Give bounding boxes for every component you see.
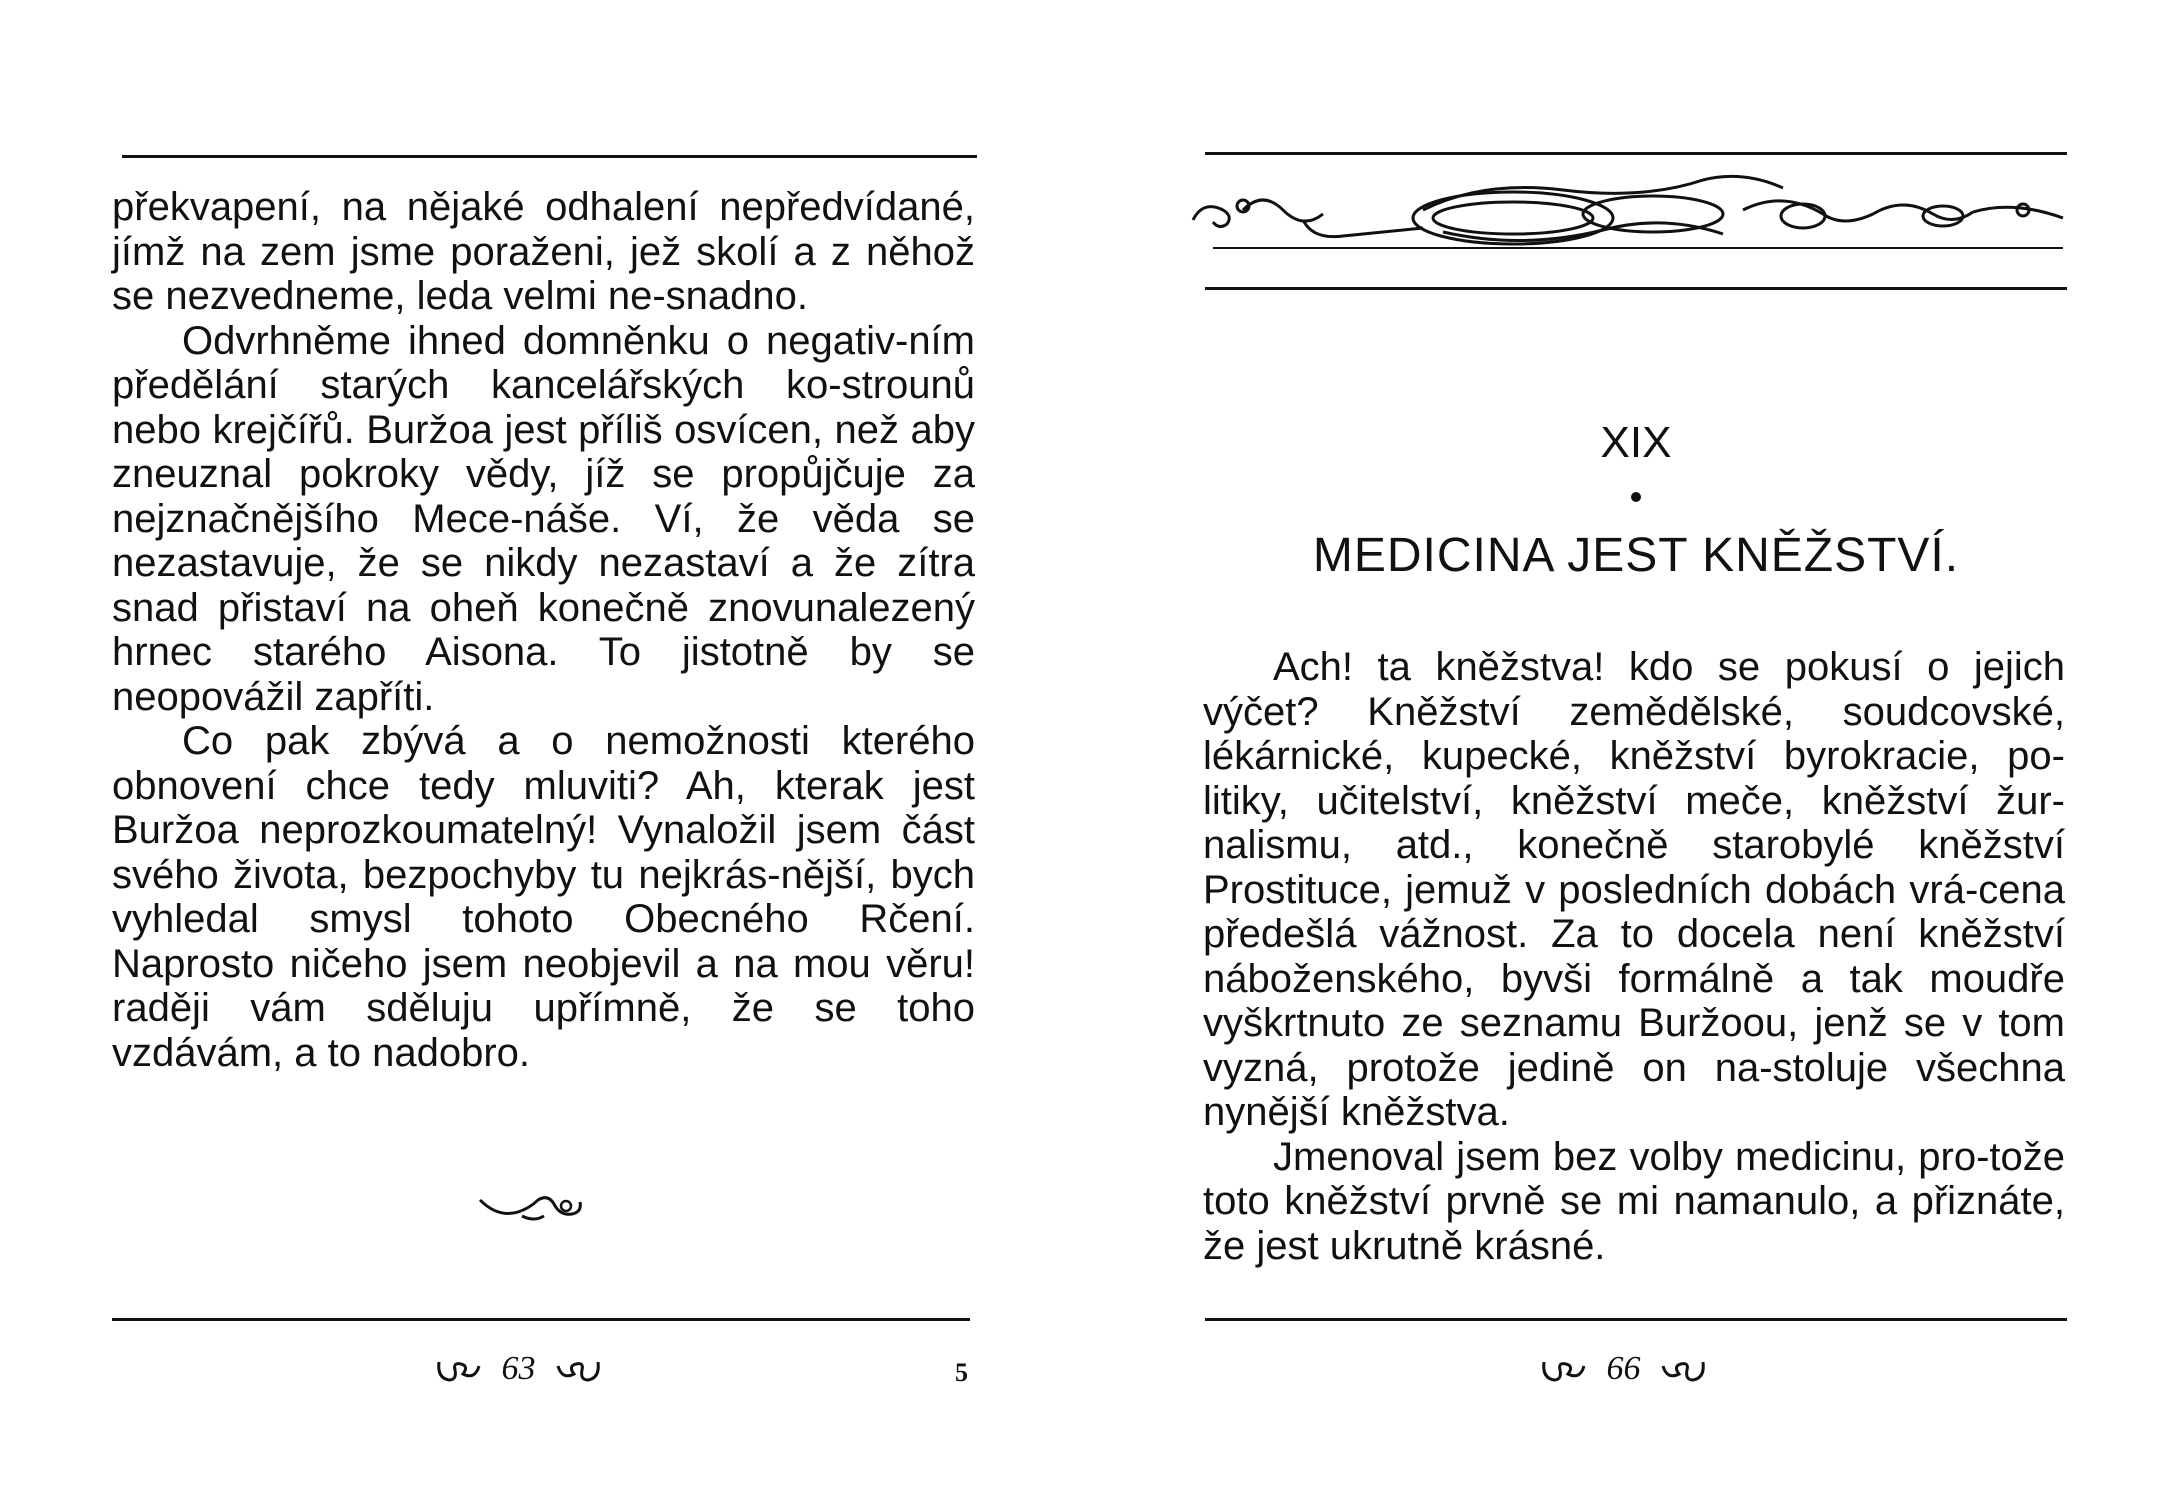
paragraph: Ach! ta kněžstva! kdo se pokusí o jejich výčet? Kněžství zemědělské, soudcovské, lékárnické, kupecké, kněžství byrokracie, po-litiky, učitelství, kněžství meče, kněžství žur-nalismu, atd., konečně starobylé kněžství Prostituce, jemuž v posledních dobách vrá-cena předešlá vážnost. Za to docela není kněžství náboženského, byvši formálně a tak moudře vyškrtnuto ze seznamu Buržoou, jenž se v tom vyzná, protože jedině on na-stoluje všechna nynější kněžstva. bbox=[1203, 645, 2065, 1134]
paragraph: překvapení, na nějaké odhalení nepředvídané, jímž na zem jsme poraženi, jež skolí a z něhož se nezvedneme, leda velmi ne-snadno. bbox=[112, 185, 975, 318]
chapter-number: XIX bbox=[1600, 418, 1672, 467]
paragraph: Co pak zbývá a o nemožnosti kterého obnovení chce tedy mluviti? Ah, kterak jest Buržoa neprozkoumatelný! Vynaložil jsem část svého života, bezpochyby tu nejkrás-nější, bych vyhledal smysl tohoto Obecného Rčení. Naprosto ničeho jsem neobjevil a na mou věru! raději vám sděluju upřímně, že se toho vzdávám, a to nadobro. bbox=[112, 719, 975, 1075]
left-flourish-icon bbox=[435, 1356, 483, 1386]
chapter-dot bbox=[1631, 492, 1641, 502]
paragraph: Jmenoval jsem bez volby medicinu, pro-tože toto kněžství prvně se mi namanulo, a přiznáte, že jest ukrutně krásné. bbox=[1203, 1134, 2065, 1268]
page-number-footer bbox=[435, 1350, 602, 1388]
bottom-rule bbox=[112, 1318, 970, 1321]
right-flourish-icon bbox=[554, 1356, 602, 1386]
ornament-rule bbox=[1205, 287, 2067, 290]
top-rule bbox=[1205, 152, 2067, 155]
page-number: 63 bbox=[501, 1350, 536, 1387]
page-number-footer bbox=[1540, 1350, 1707, 1388]
left-flourish-icon bbox=[1540, 1356, 1588, 1386]
right-text-block bbox=[1203, 645, 2065, 1268]
paragraph: Odvrhněme ihned domněnku o negativ-ním předělání starých kancelářských ko-strounů nebo krejčířů. Buržoa jest příliš osvícen, než aby zneuznal pokroky vědy, jíž se propůjčuje za nejznačnějšího Mece-náše. Ví, že věda se nezastavuje, že se nikdy nezastaví a že zítra snad přistaví na oheň konečně znovunalezený hrnec starého Aisona. To jistotně by se neopovážil zapříti. bbox=[112, 318, 975, 719]
page-number: 66 bbox=[1606, 1350, 1641, 1387]
top-rule bbox=[122, 155, 977, 158]
right-page bbox=[1083, 0, 2166, 1500]
chapter-title: MEDICINA JEST KNĚŽSTVÍ. bbox=[1312, 529, 1960, 582]
left-text-block bbox=[112, 185, 975, 1075]
folio-mark: 5 bbox=[955, 1358, 968, 1387]
floral-vignette-icon bbox=[1183, 170, 2083, 260]
right-flourish-icon bbox=[1659, 1356, 1707, 1386]
bottom-rule bbox=[1205, 1318, 2067, 1321]
tailpiece-flourish-icon bbox=[478, 1192, 584, 1228]
